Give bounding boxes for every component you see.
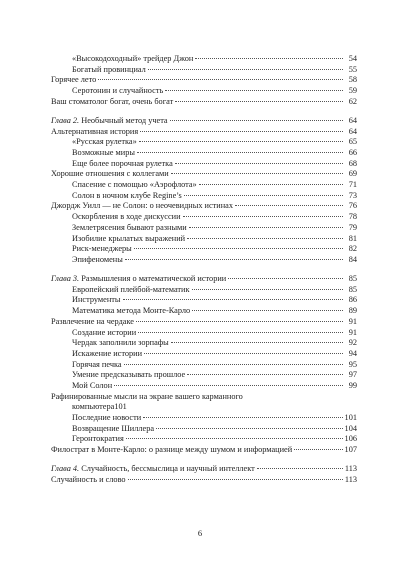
toc-entry-page: 55 — [348, 64, 357, 74]
chapter-title: Необычный метод учета — [81, 115, 168, 125]
toc-entry-page: 101 — [344, 413, 357, 422]
toc-entry-title: Богатый провинциал — [72, 64, 146, 74]
toc-entry-title: Хорошие отношения с коллегами — [51, 169, 169, 179]
toc-entry — [51, 148, 357, 159]
toc-entry-page: 89 — [348, 306, 357, 316]
dot-leader — [144, 353, 343, 354]
toc-entry — [51, 191, 357, 202]
toc-entry-title: Случайность и слово — [51, 474, 126, 484]
dot-leader — [187, 374, 343, 375]
toc-entry — [51, 223, 357, 234]
toc-entry — [51, 392, 357, 413]
toc-chapter-entry — [51, 116, 357, 127]
dot-leader — [136, 321, 343, 322]
dot-leader — [124, 364, 343, 365]
dot-leader — [170, 120, 343, 121]
dot-leader — [189, 227, 343, 228]
toc-entry-title — [51, 464, 255, 474]
toc-entry-page: 91 — [348, 327, 357, 337]
dot-leader — [184, 195, 343, 196]
toc-entry-title: Альтернативная история — [51, 126, 139, 136]
chapter-label: Глава 4. — [51, 464, 80, 474]
toc-entry — [51, 475, 357, 486]
toc-entry-page: 76 — [348, 201, 357, 211]
chapter-title: Размышления о математической истории — [81, 274, 227, 284]
toc-entry — [51, 360, 357, 371]
toc-entry-title: Филострат в Монте-Карло: о разнице между шумом и информацией — [51, 445, 293, 455]
toc-entry-page: 73 — [348, 190, 357, 200]
toc-entry-page: 99 — [348, 380, 357, 390]
toc-entry-page: 85 — [348, 274, 357, 284]
toc-entry-title: «Русская рулетка» — [72, 137, 137, 147]
chapter-label: Глава 2. — [51, 115, 80, 125]
toc-entry-title: Оскорбления в ходе дискуссии — [72, 212, 181, 222]
toc-entry — [51, 413, 357, 424]
toc-entry — [51, 255, 357, 266]
chapter-title: Случайность, бессмыслица и научный интеллект — [81, 464, 255, 474]
toc-entry — [51, 370, 357, 381]
toc-entry-title: Мой Солон — [72, 380, 113, 390]
dot-leader — [171, 342, 343, 343]
toc-entry-page: 97 — [348, 370, 357, 380]
toc-entry-page: 68 — [348, 158, 357, 168]
toc-entry — [51, 54, 357, 65]
dot-leader — [192, 310, 343, 311]
toc-entry-title: Серотонин и случайность — [72, 86, 164, 96]
toc-entry-title-line1: Рафинированные мысли на экране вашего карманного — [51, 391, 243, 401]
toc-entry — [51, 201, 357, 212]
toc-entry-page: 71 — [348, 180, 357, 190]
toc-entry — [51, 127, 357, 138]
dot-leader — [175, 163, 343, 164]
toc-entry — [51, 137, 357, 148]
toc-entry — [51, 97, 357, 108]
toc-entry-title: Солон в ночном клубе Regine’s — [72, 190, 182, 200]
dot-leader — [156, 428, 343, 429]
toc-entry-page: 69 — [348, 169, 357, 179]
dot-leader — [137, 152, 343, 153]
toc-entry-page: 66 — [348, 148, 357, 157]
toc-entry — [51, 65, 357, 76]
toc-entry-page: 91 — [348, 316, 357, 326]
toc-entry — [51, 328, 357, 339]
dot-leader — [143, 417, 342, 418]
toc-entry-page: 59 — [348, 86, 357, 96]
toc-entry-title: Геронтократия — [72, 434, 124, 444]
toc-entry-title: Инструменты — [72, 295, 121, 305]
toc-entry-page: 95 — [348, 359, 357, 369]
toc-entry-page: 58 — [348, 75, 357, 85]
toc-entry-page: 86 — [348, 295, 357, 305]
dot-leader — [139, 141, 343, 142]
dot-leader — [128, 479, 343, 480]
toc-entry-page: 62 — [348, 96, 357, 106]
dot-leader — [138, 332, 343, 333]
toc-entry-title: Европейский плейбой-математик — [72, 284, 190, 294]
toc-entry-title: Умение предсказывать прошлое — [72, 370, 186, 380]
toc-entry — [51, 381, 357, 392]
dot-leader — [165, 90, 343, 91]
dot-leader — [228, 278, 343, 279]
toc-entry — [51, 86, 357, 97]
toc-entry-page: 54 — [348, 54, 357, 63]
toc-entry — [51, 234, 357, 245]
toc-entry — [51, 317, 357, 328]
toc-entry-title: Математика метода Монте-Карло — [72, 306, 191, 316]
page-number: 6 — [197, 528, 203, 538]
toc-entry-title: Искажение истории — [72, 348, 143, 358]
toc-entry — [51, 169, 357, 180]
toc-entry-page: 107 — [344, 445, 357, 455]
dot-leader — [134, 248, 343, 249]
toc-entry — [51, 212, 357, 223]
chapter-label: Глава 3. — [51, 274, 80, 284]
dot-leader — [126, 438, 343, 439]
toc-entry — [51, 244, 357, 255]
toc-entry-title: Чердак заполнили зорпафы — [72, 338, 169, 348]
toc-entry — [51, 424, 357, 435]
dot-leader — [140, 131, 343, 132]
toc-entry-title: Риск-менеджеры — [72, 244, 132, 254]
dot-leader — [171, 173, 343, 174]
toc-entry-page: 101 — [114, 402, 127, 412]
toc-entry-title: Ваш стоматолог богат, очень богат — [51, 96, 174, 106]
toc-entry — [51, 75, 357, 86]
toc-entry — [51, 285, 357, 296]
toc-entry-page: 104 — [344, 423, 357, 433]
toc-entry-title: Джордж Уилл — не Солон: о неочевидных истинах — [51, 201, 234, 211]
toc-entry-page: 94 — [348, 348, 357, 358]
toc-entry-page: 64 — [348, 115, 357, 125]
toc-entry-page: 78 — [348, 212, 357, 222]
toc-entry-title: Создание истории — [72, 327, 137, 337]
toc-entry-title: Последние новости — [72, 413, 142, 422]
toc-entry — [51, 159, 357, 170]
toc-entry-title: Возможные миры — [72, 148, 135, 157]
toc-entry-page: 79 — [348, 222, 357, 232]
toc-entry — [51, 434, 357, 445]
dot-leader — [257, 468, 343, 469]
toc-entry-page: 85 — [348, 284, 357, 294]
dot-leader — [175, 101, 343, 102]
dot-leader — [125, 259, 343, 260]
toc-entry-title: Горячая печка — [72, 359, 122, 369]
dot-leader — [114, 385, 343, 386]
dot-leader — [123, 299, 344, 300]
toc-entry-title — [51, 274, 226, 284]
dot-leader — [294, 449, 342, 450]
toc-entry — [51, 306, 357, 317]
toc-entry-title: Изобилие крылатых выражений — [72, 233, 186, 243]
toc-entry-page: 84 — [348, 254, 357, 264]
toc-entry — [51, 295, 357, 306]
toc-entry-title — [51, 116, 168, 126]
toc-entry-page: 65 — [348, 137, 357, 147]
toc-entry-title: Развлечение на чердаке — [51, 316, 134, 326]
toc-entry-title: Землетрясения бывают разными — [72, 222, 187, 232]
dot-leader — [187, 238, 343, 239]
toc-chapter-entry — [51, 274, 357, 285]
toc-entry-page: 113 — [344, 474, 357, 484]
toc-entry — [51, 180, 357, 191]
dot-leader — [199, 184, 343, 185]
toc-entry-title: Горячее лето — [51, 75, 97, 85]
toc-entry-page: 81 — [348, 233, 357, 243]
dot-leader — [195, 58, 343, 59]
toc-entry-title: Спасение с помощью «Аэрофлота» — [72, 180, 197, 190]
toc-entry-title: Еще более порочная рулетка — [72, 158, 173, 168]
toc-entry — [51, 445, 357, 456]
table-of-contents — [51, 54, 357, 486]
toc-entry-title: Возвращение Шиллера — [72, 423, 155, 433]
toc-entry-page: 82 — [348, 244, 357, 254]
dot-leader — [98, 79, 343, 80]
toc-entry-page: 64 — [348, 126, 357, 136]
toc-entry-title: Эпифеномены — [72, 254, 123, 264]
toc-entry-page: 92 — [348, 338, 357, 348]
toc-entry — [51, 338, 357, 349]
dot-leader — [235, 205, 343, 206]
toc-entry — [51, 349, 357, 360]
dot-leader — [192, 289, 343, 290]
toc-chapter-entry — [51, 464, 357, 475]
toc-entry-title: компьютера — [72, 402, 115, 412]
toc-entry-page: 106 — [344, 434, 357, 444]
dot-leader — [148, 69, 343, 70]
dot-leader — [183, 216, 343, 217]
toc-entry-title: «Высокодоходный» трейдер Джон — [72, 54, 194, 63]
toc-entry-page: 113 — [344, 464, 357, 474]
